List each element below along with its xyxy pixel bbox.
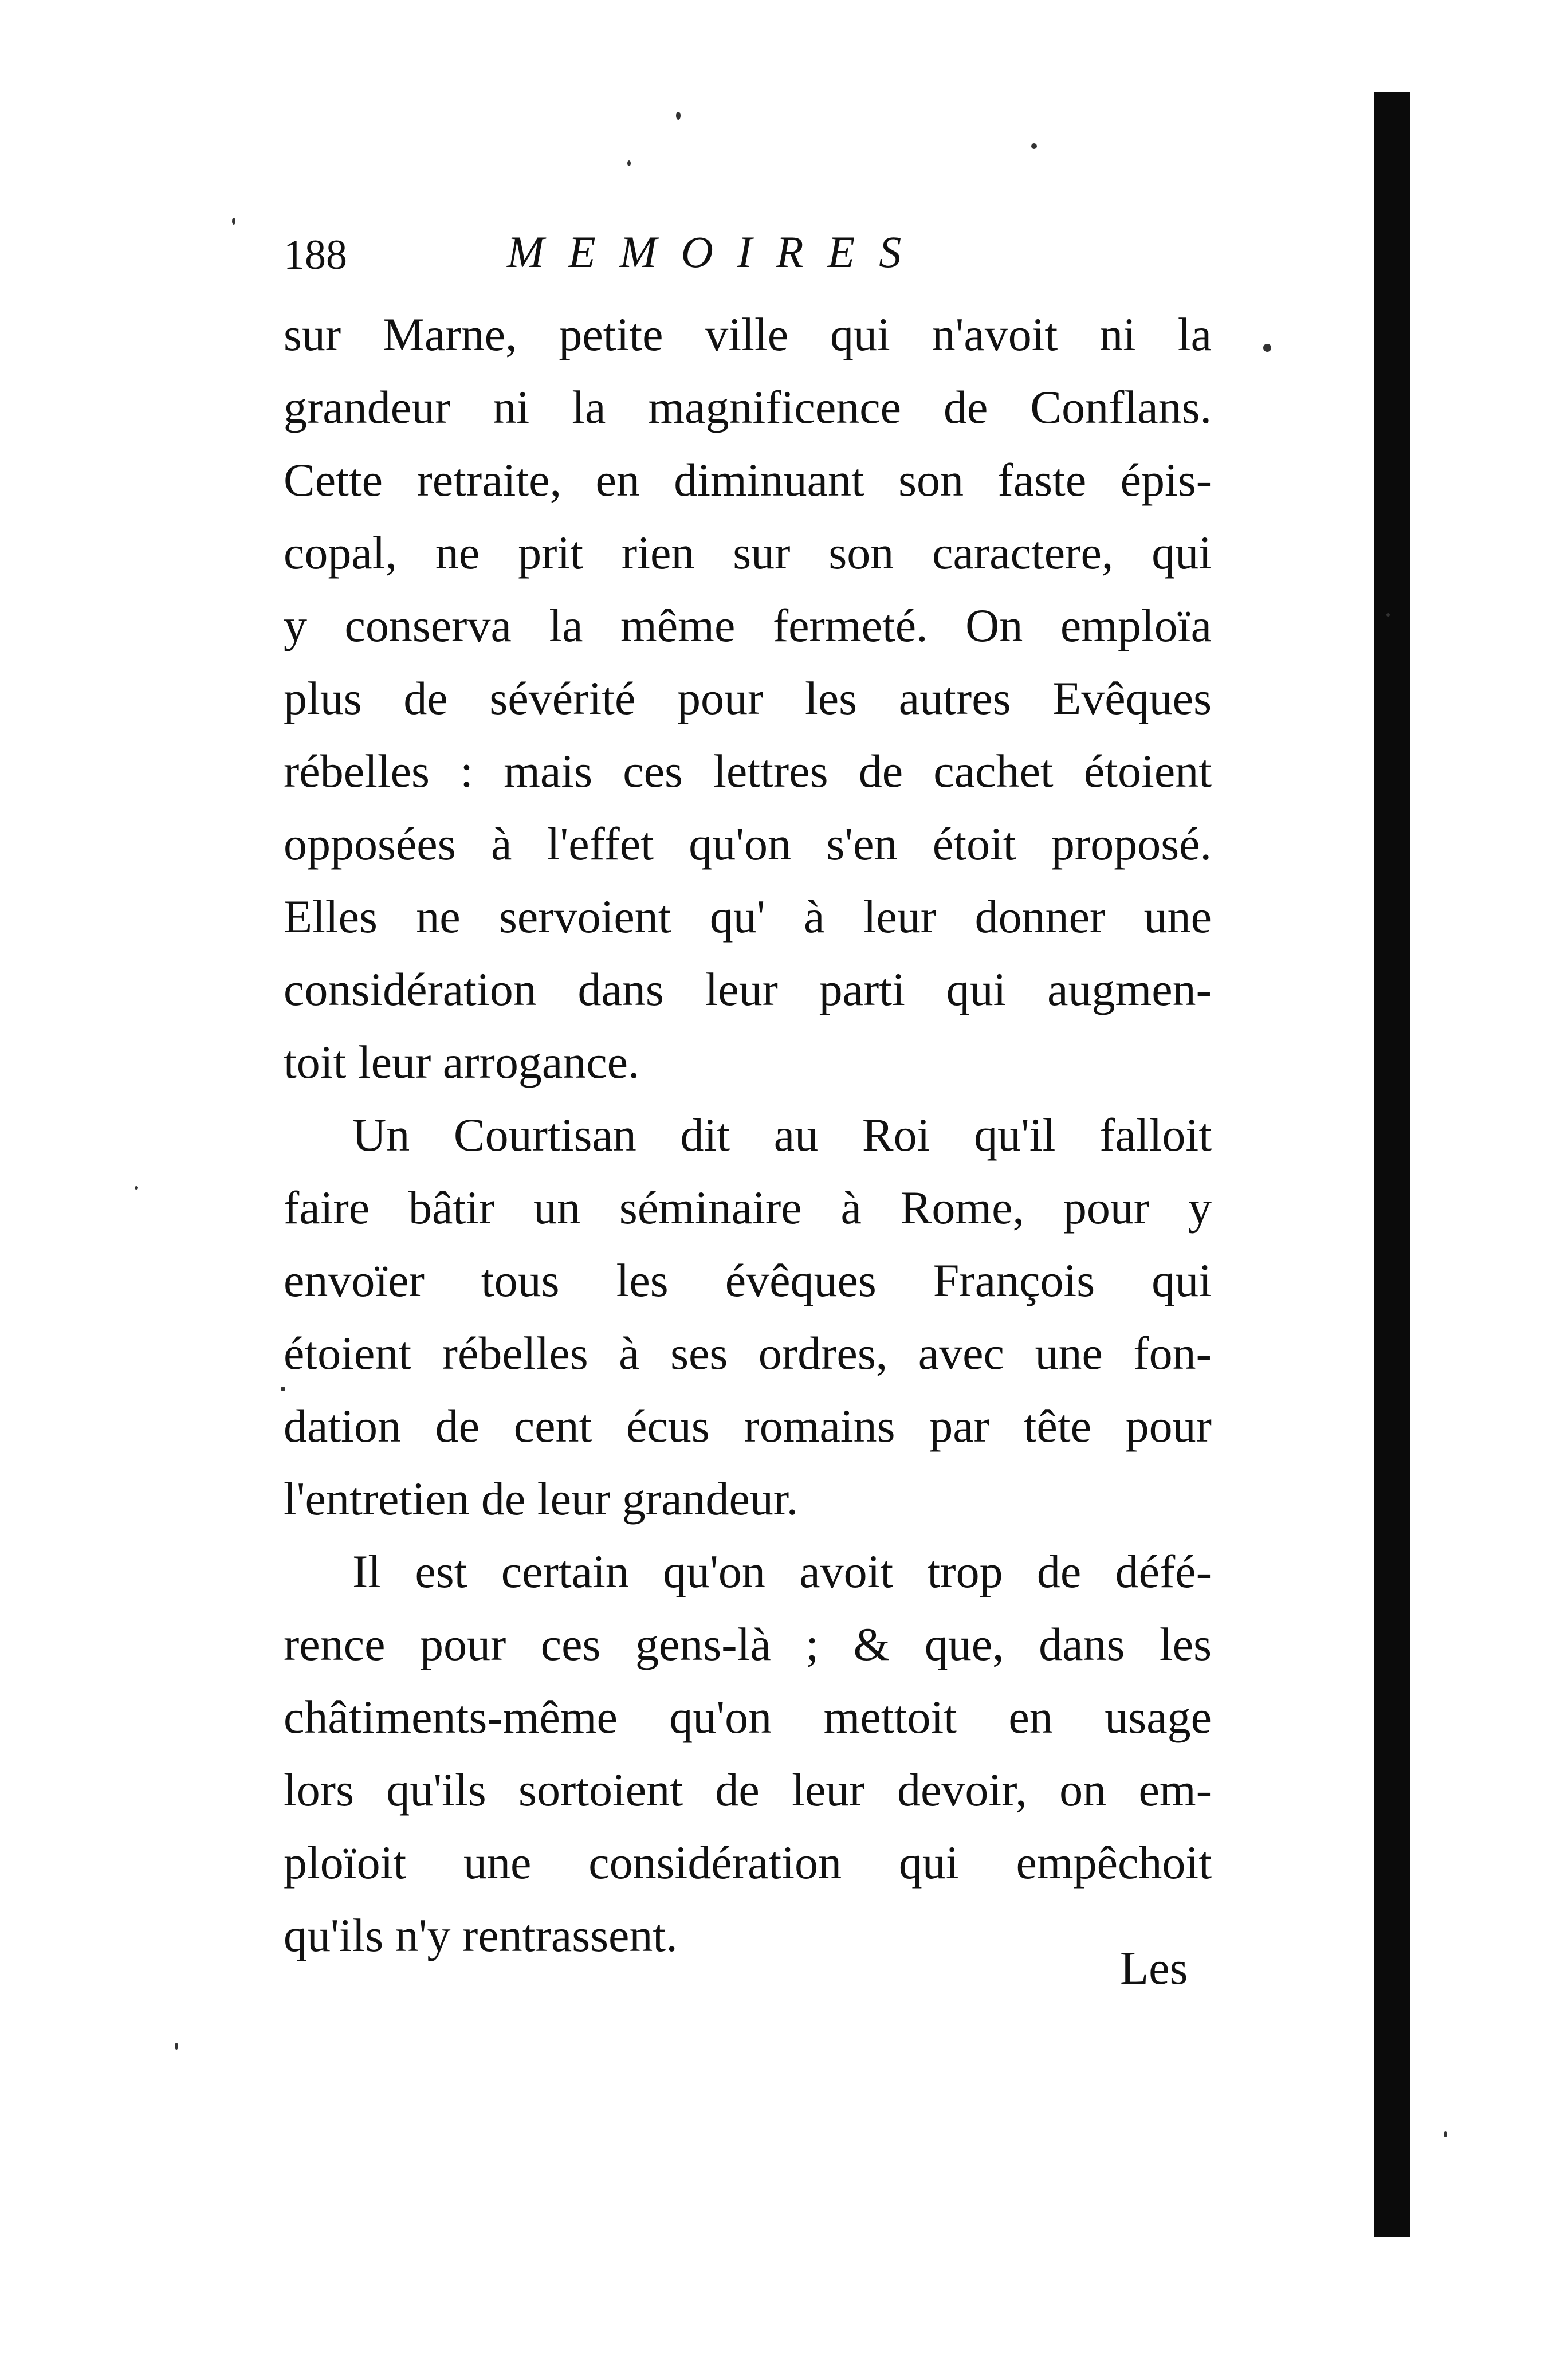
text-line: lors qu'ils sortoient de leur devoir, on em- <box>284 1764 1212 1816</box>
scan-speck <box>627 160 631 166</box>
text-line: rence pour ces gens-là ; & que, dans les <box>284 1618 1212 1670</box>
text-line: sur Marne, petite ville qui n'avoit ni la <box>284 308 1212 360</box>
catchword: Les <box>1120 1942 1188 1994</box>
text-line: plus de sévérité pour les autres Evêques <box>284 672 1212 724</box>
scan-speck <box>1386 613 1390 617</box>
scan-speck <box>1444 2131 1447 2137</box>
text-line: ploïoit une considération qui empêchoit <box>284 1836 1212 1889</box>
text-line: faire bâtir un séminaire à Rome, pour y <box>284 1181 1212 1234</box>
scan-speck <box>1031 143 1037 149</box>
text-line: toit leur arrogance. <box>284 1036 640 1088</box>
text-line: Un Courtisan dit au Roi qu'il falloit <box>352 1109 1212 1161</box>
scan-speck <box>232 218 235 225</box>
text-line: y conserva la même fermeté. On emploïa <box>284 599 1212 651</box>
text-line: envoïer tous les évêques François qui <box>284 1254 1212 1306</box>
page-header <box>284 221 1257 289</box>
running-head: MEMOIRES <box>507 227 926 277</box>
scan-speck <box>175 2043 178 2050</box>
scan-speck <box>676 112 681 120</box>
text-line: Il est certain qu'on avoit trop de défé- <box>352 1545 1212 1597</box>
text-line: opposées à l'effet qu'on s'en étoit proposé. <box>284 818 1212 870</box>
body-text <box>284 298 1212 1972</box>
scan-speck <box>281 1387 285 1391</box>
scan-speck <box>135 1186 138 1190</box>
scan-speck <box>1263 344 1271 352</box>
text-line: considération dans leur parti qui augmen- <box>284 963 1212 1015</box>
text-line: châtiments-même qu'on mettoit en usage <box>284 1691 1212 1743</box>
text-line: étoient rébelles à ses ordres, avec une fon- <box>284 1327 1212 1379</box>
text-line: qu'ils n'y rentrassent. <box>284 1909 678 1961</box>
text-line: copal, ne prit rien sur son caractere, qui <box>284 527 1212 579</box>
text-line: dation de cent écus romains par tête pour <box>284 1400 1212 1452</box>
binding-shadow <box>1374 92 1410 2237</box>
text-line: Cette retraite, en diminuant son faste épis- <box>284 454 1212 506</box>
text-line: rébelles : mais ces lettres de cachet étoient <box>284 745 1212 797</box>
text-line: grandeur ni la magnificence de Conflans. <box>284 381 1212 433</box>
page-number: 188 <box>284 231 347 278</box>
text-line: Elles ne servoient qu' à leur donner une <box>284 890 1212 943</box>
text-line: l'entretien de leur grandeur. <box>284 1473 799 1525</box>
